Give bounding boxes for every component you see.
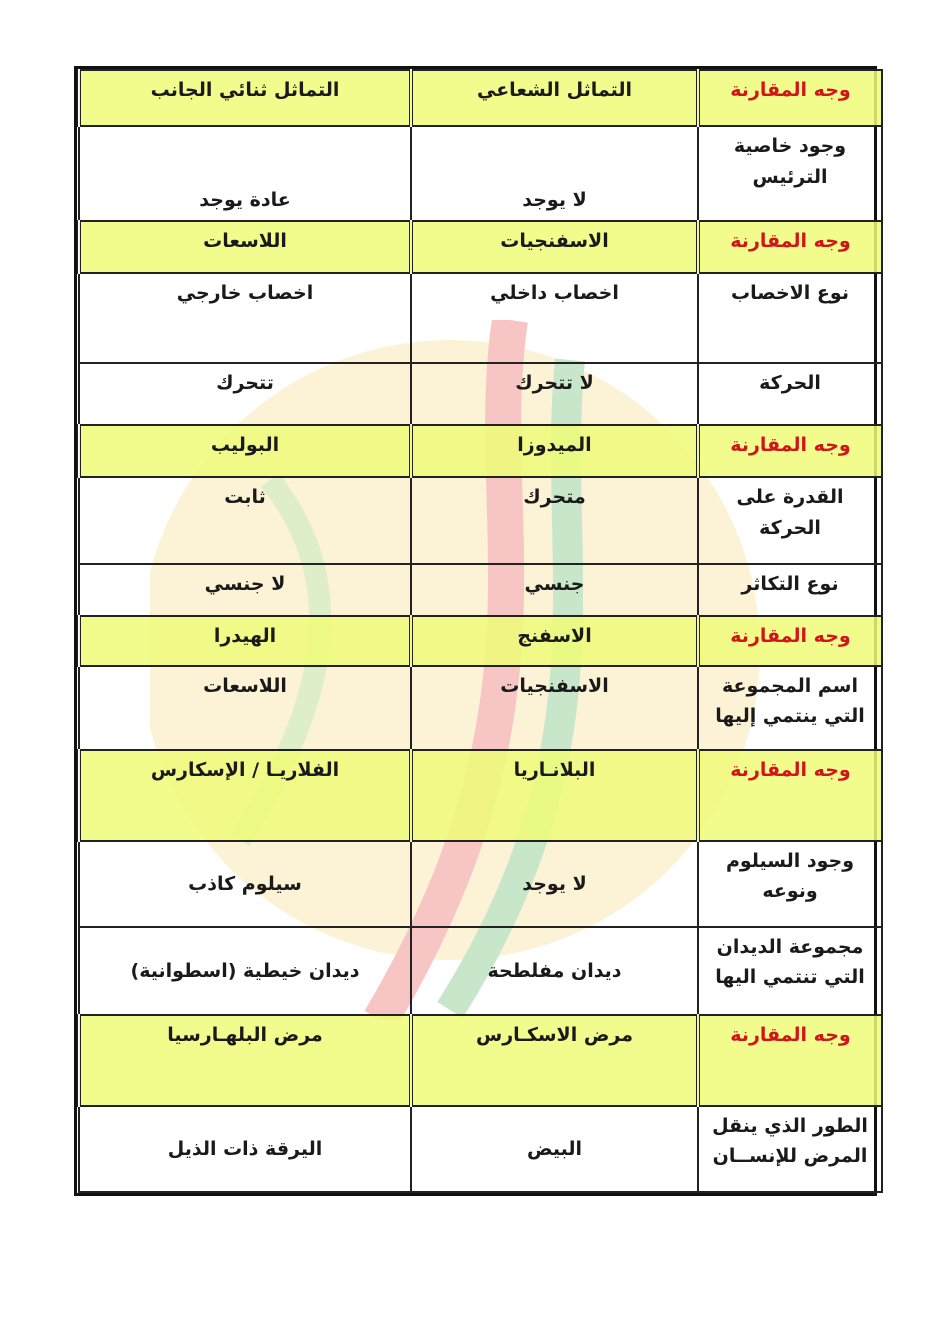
header-row bbox=[79, 221, 882, 273]
table-cell: سيلوم كاذب bbox=[79, 841, 411, 927]
comparison-document bbox=[74, 66, 877, 1196]
header-cell: التماثل ثنائي الجانب bbox=[79, 70, 411, 126]
header-cell: الميدوزا bbox=[411, 425, 698, 477]
header-cell: اللاسعات bbox=[79, 221, 411, 273]
header-cell: الاسفنج bbox=[411, 616, 698, 666]
table-cell: ثابت bbox=[79, 477, 411, 563]
header-cell: مرض البلهـارسيا bbox=[79, 1015, 411, 1105]
header-cell: الاسفنجيات bbox=[411, 221, 698, 273]
table-cell: ديدان خيطية (اسطوانية) bbox=[79, 927, 411, 1015]
table-row bbox=[79, 841, 882, 927]
header-cell: التماثل الشعاعي bbox=[411, 70, 698, 126]
header-row bbox=[79, 1015, 882, 1105]
header-row bbox=[79, 616, 882, 666]
header-cell: مرض الاسكـارس bbox=[411, 1015, 698, 1105]
comparison-aspect: مجموعة الديدان التي تنتمي اليها bbox=[698, 927, 882, 1015]
table-row bbox=[79, 1106, 882, 1192]
header-row bbox=[79, 425, 882, 477]
table-cell: لا جنسي bbox=[79, 564, 411, 616]
table-row bbox=[79, 564, 882, 616]
table-cell: عادة يوجد bbox=[79, 126, 411, 220]
table-cell: الاسفنجيات bbox=[411, 666, 698, 750]
table-cell: اليرقة ذات الذيل bbox=[79, 1106, 411, 1192]
comparison-aspect-header: وجه المقارنة bbox=[698, 425, 882, 477]
comparison-aspect-header: وجه المقارنة bbox=[698, 750, 882, 840]
header-cell: الهيدرا bbox=[79, 616, 411, 666]
header-cell: الفلاريـا / الإسكارس bbox=[79, 750, 411, 840]
table-row bbox=[79, 927, 882, 1015]
table-row bbox=[79, 666, 882, 750]
comparison-aspect: القدرة على الحركة bbox=[698, 477, 882, 563]
header-row bbox=[79, 750, 882, 840]
header-cell: البلانـاريا bbox=[411, 750, 698, 840]
comparison-aspect: الحركة bbox=[698, 363, 882, 425]
comparison-aspect-header: وجه المقارنة bbox=[698, 221, 882, 273]
table-cell: جنسي bbox=[411, 564, 698, 616]
comparison-aspect: نوع التكاثر bbox=[698, 564, 882, 616]
comparison-aspect-header: وجه المقارنة bbox=[698, 1015, 882, 1105]
table-row bbox=[79, 363, 882, 425]
table-cell: لا يوجد bbox=[411, 841, 698, 927]
table-cell: تتحرك bbox=[79, 363, 411, 425]
comparison-aspect: وجود خاصية الترئيس bbox=[698, 126, 882, 220]
comparison-aspect: اسم المجموعة التي ينتمي إليها bbox=[698, 666, 882, 750]
table-cell: متحرك bbox=[411, 477, 698, 563]
table-row bbox=[79, 126, 882, 220]
comparison-aspect: وجود السيلوم ونوعه bbox=[698, 841, 882, 927]
comparison-table bbox=[77, 69, 883, 1193]
comparison-aspect-header: وجه المقارنة bbox=[698, 616, 882, 666]
table-row bbox=[79, 273, 882, 363]
header-row bbox=[79, 70, 882, 126]
table-cell: اخصاب داخلي bbox=[411, 273, 698, 363]
table-cell: ديدان مفلطحة bbox=[411, 927, 698, 1015]
table-cell: اخصاب خارجي bbox=[79, 273, 411, 363]
table-cell: لا يوجد bbox=[411, 126, 698, 220]
comparison-aspect: نوع الاخصاب bbox=[698, 273, 882, 363]
table-row bbox=[79, 477, 882, 563]
table-cell: لا تتحرك bbox=[411, 363, 698, 425]
comparison-aspect: الطور الذي ينقل المرض للإنســان bbox=[698, 1106, 882, 1192]
header-cell: البوليب bbox=[79, 425, 411, 477]
table-cell: اللاسعات bbox=[79, 666, 411, 750]
comparison-aspect-header: وجه المقارنة bbox=[698, 70, 882, 126]
table-cell: البيض bbox=[411, 1106, 698, 1192]
